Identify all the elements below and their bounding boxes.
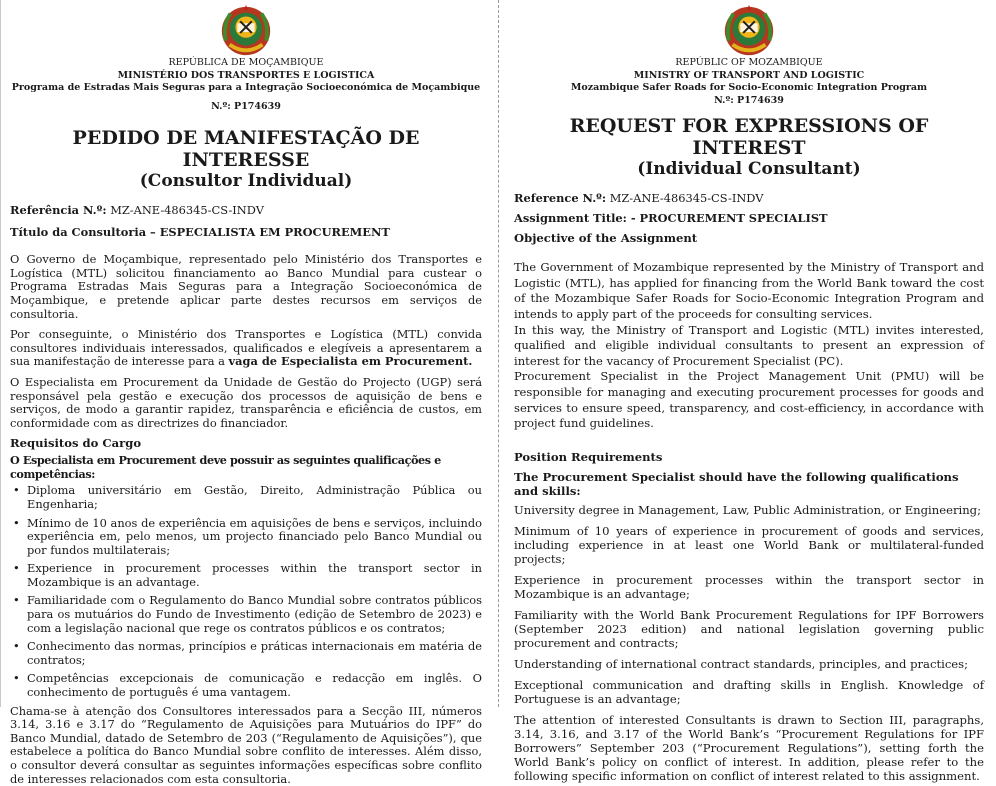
bullet-icon: •	[13, 671, 20, 686]
portuguese-column	[10, 0, 482, 786]
ministry-name: MINISTÉRIO DOS TRANSPORTES E LOGISTICA	[117, 69, 375, 81]
reference-line	[10, 204, 482, 218]
list-item: Understanding of international contract standards, principles, and practices;	[514, 656, 969, 671]
responsibility-paragraph: Procurement Specialist in the Project Management Unit (PMU) will be responsible for managing and executing procurement processes for goods and services to ensure speed, transparency, and cost-efficiency, in accordance with project fund guidelines.	[514, 369, 984, 431]
objective-heading: Objective of the Assignment	[514, 231, 698, 246]
page-subtitle: (Individual Consultant)	[637, 159, 861, 179]
bullet-icon: •	[13, 515, 20, 530]
list-item: Minimum of 10 years of experience in procurement of goods and services, including experience in at least one World Bank or multilateral-funded projects;	[514, 523, 984, 566]
reference-line	[514, 192, 984, 206]
project-number: N.º: P174639	[714, 94, 784, 106]
reference-value: MZ-ANE-486345-CS-INDV	[110, 203, 264, 217]
list-item-text: Experience in procurement processes within the transport sector in Mozambique is an advantage.	[27, 561, 482, 589]
list-item: Familiarity with the World Bank Procurement Regulations for IPF Borrowers (September 2023 edition) and national legislation governing public procurement and contracts;	[514, 607, 984, 650]
list-item	[10, 517, 482, 558]
column-divider	[498, 0, 499, 707]
list-item-text: Competências excepcionais de comunicação e redacção em inglês. O conhecimento de português é uma vantagem.	[27, 671, 482, 700]
bullet-icon: •	[13, 593, 20, 608]
list-item-text: Mínimo de 10 anos de experiência em aquisições de bens e serviços, incluindo experiência em, pelo menos, um projecto financiado pelo Banco Mundial ou por fundos multilaterais;	[27, 515, 482, 557]
list-item	[10, 562, 482, 589]
requirements-heading: Position Requirements	[514, 449, 663, 464]
assignment-title: Assignment Title: - PROCUREMENT SPECIALIST	[514, 210, 828, 225]
republic-name: REPÚBLIC OF MOZAMBIQUE	[675, 57, 823, 68]
page-title: PEDIDO DE MANIFESTAÇÃO DE INTERESSE	[72, 127, 420, 171]
republic-name: REPÚBLICA DE MOÇAMBIQUE	[168, 57, 324, 68]
requirements-intro: The Procurement Specialist should have the following qualifications and skills:	[514, 469, 959, 498]
intro-paragraph: O Governo de Moçambique, representado pelo Ministério dos Transportes e Logística (MTL) solicitou financiamento ao Banco Mundial para custear o Programa Estradas Mais Seguras para a Integração Socioeconómica de Moçambique, e pretende aplicar parte destes recursos em serviços de consultoria.	[10, 252, 482, 321]
list-item-text: Conhecimento das normas, princípios e práticas internacionais em matéria de contratos;	[27, 639, 482, 667]
invitation-paragraph	[10, 328, 482, 369]
english-column	[514, 0, 984, 783]
invitation-paragraph: In this way, the Ministry of Transport and Logistic (MTL) invites interested, qualified and eligible individual consultants to present an expression of interest for the vacancy of Procurement Specialist (PC).	[514, 322, 984, 368]
mozambique-emblem-icon	[217, 2, 275, 60]
reference-value: MZ-ANE-486345-CS-INDV	[609, 191, 764, 205]
list-item	[10, 594, 482, 635]
list-item	[10, 640, 482, 667]
invitation-text: Por conseguinte, o Ministério dos Transportes e Logística (MTL) convida consultores individuais interessados, qualificados e elegíveis a apresentarem a sua manifestação de interesse para a	[10, 327, 482, 369]
list-item-text: Familiaridade com o Regulamento do Banco Mundial sobre contratos públicos para os mutuários do Fundo de Investimento (edição de Setembro de 2023) e com a legislação nacional que rege os contratos públicos e os contratos;	[27, 593, 482, 635]
requirements-heading: Requisitos do Cargo	[10, 436, 142, 451]
reference-label: Reference N.º:	[514, 191, 607, 205]
page-title: REQUEST FOR EXPRESSIONS OF INTEREST	[569, 115, 929, 159]
list-item: Exceptional communication and drafting skills in English. Knowledge of Portuguese is an advantage;	[514, 677, 984, 706]
list-item: University degree in Management, Law, Public Administration, or Engineering;	[514, 502, 981, 517]
conflict-of-interest-paragraph: Chama-se à atenção dos Consultores interessados para a Secção III, números 3.14, 3.16 e 3.17 do “Regulamento de Aquisições para Mutuários do IPF” do Banco Mundial, datado de Setembro de 203 (“Regulamento de Aquisições”), que estabelece a política do Banco Mundial sobre conflito de interesses. Além disso, o consultor deverá consultar as seguintes informações específicas sobre conflito de interesses relacionados com esta consultoria.	[10, 703, 482, 786]
list-item: Experience in procurement processes within the transport sector in Mozambique is an advantage;	[514, 572, 984, 601]
conflict-of-interest-paragraph: The attention of interested Consultants is drawn to Section III, paragraphs, 3.14, 3.16, and 3.17 of the World Bank’s “Procurement Regulations for IPF Borrowers” September 203 (“Procurement Regulations”), setting forth the World Bank’s policy on conflict of interest. In addition, please refer to the following specific information on conflict of interest related to this assignment.	[514, 712, 984, 783]
list-item	[10, 484, 482, 511]
consultancy-title: Título da Consultoria – ESPECIALISTA EM PROCUREMENT	[10, 224, 390, 239]
program-name: Mozambique Safer Roads for Socio-Economic Integration Program	[570, 82, 928, 93]
list-item-text: Diploma universitário em Gestão, Direito, Administração Pública ou Engenharia;	[27, 483, 482, 511]
responsibility-paragraph: O Especialista em Procurement da Unidade de Gestão do Projecto (UGP) será responsável pela gestão e execução dos processos de aquisição de bens e serviços, de modo a garantir rapidez, transparência e eficiência de custos, em conformidade com as directrizes do financiador.	[10, 374, 482, 430]
list-item	[10, 672, 482, 699]
page-edge	[0, 0, 1, 707]
project-number: N.º: P174639	[211, 100, 281, 112]
intro-paragraph: The Government of Mozambique represented by the Ministry of Transport and Logistic (MTL), has applied for financing from the World Bank toward the cost of the Mozambique Safer Roads for Socio-Economic Integration Program and intends to apply part of the proceeds for consulting services.	[514, 260, 984, 321]
requirements-list	[10, 484, 482, 699]
bullet-icon: •	[13, 483, 20, 498]
reference-label: Referência N.º:	[10, 203, 107, 217]
ministry-name: MINISTRY OF TRANSPORT AND LOGISTIC	[633, 69, 865, 81]
program-name: Programa de Estradas Mais Seguras para a Integração Socioeconómica de Moçambique	[11, 82, 481, 93]
page-subtitle: (Consultor Individual)	[139, 171, 353, 191]
bullet-icon: •	[13, 639, 20, 654]
vacancy-name: vaga de Especialista em Procurement.	[228, 354, 473, 369]
bullet-icon: •	[13, 561, 20, 576]
mozambique-emblem-icon	[720, 2, 778, 60]
requirements-intro: O Especialista em Procurement deve possuir as seguintes qualificações e competências:	[10, 453, 441, 482]
